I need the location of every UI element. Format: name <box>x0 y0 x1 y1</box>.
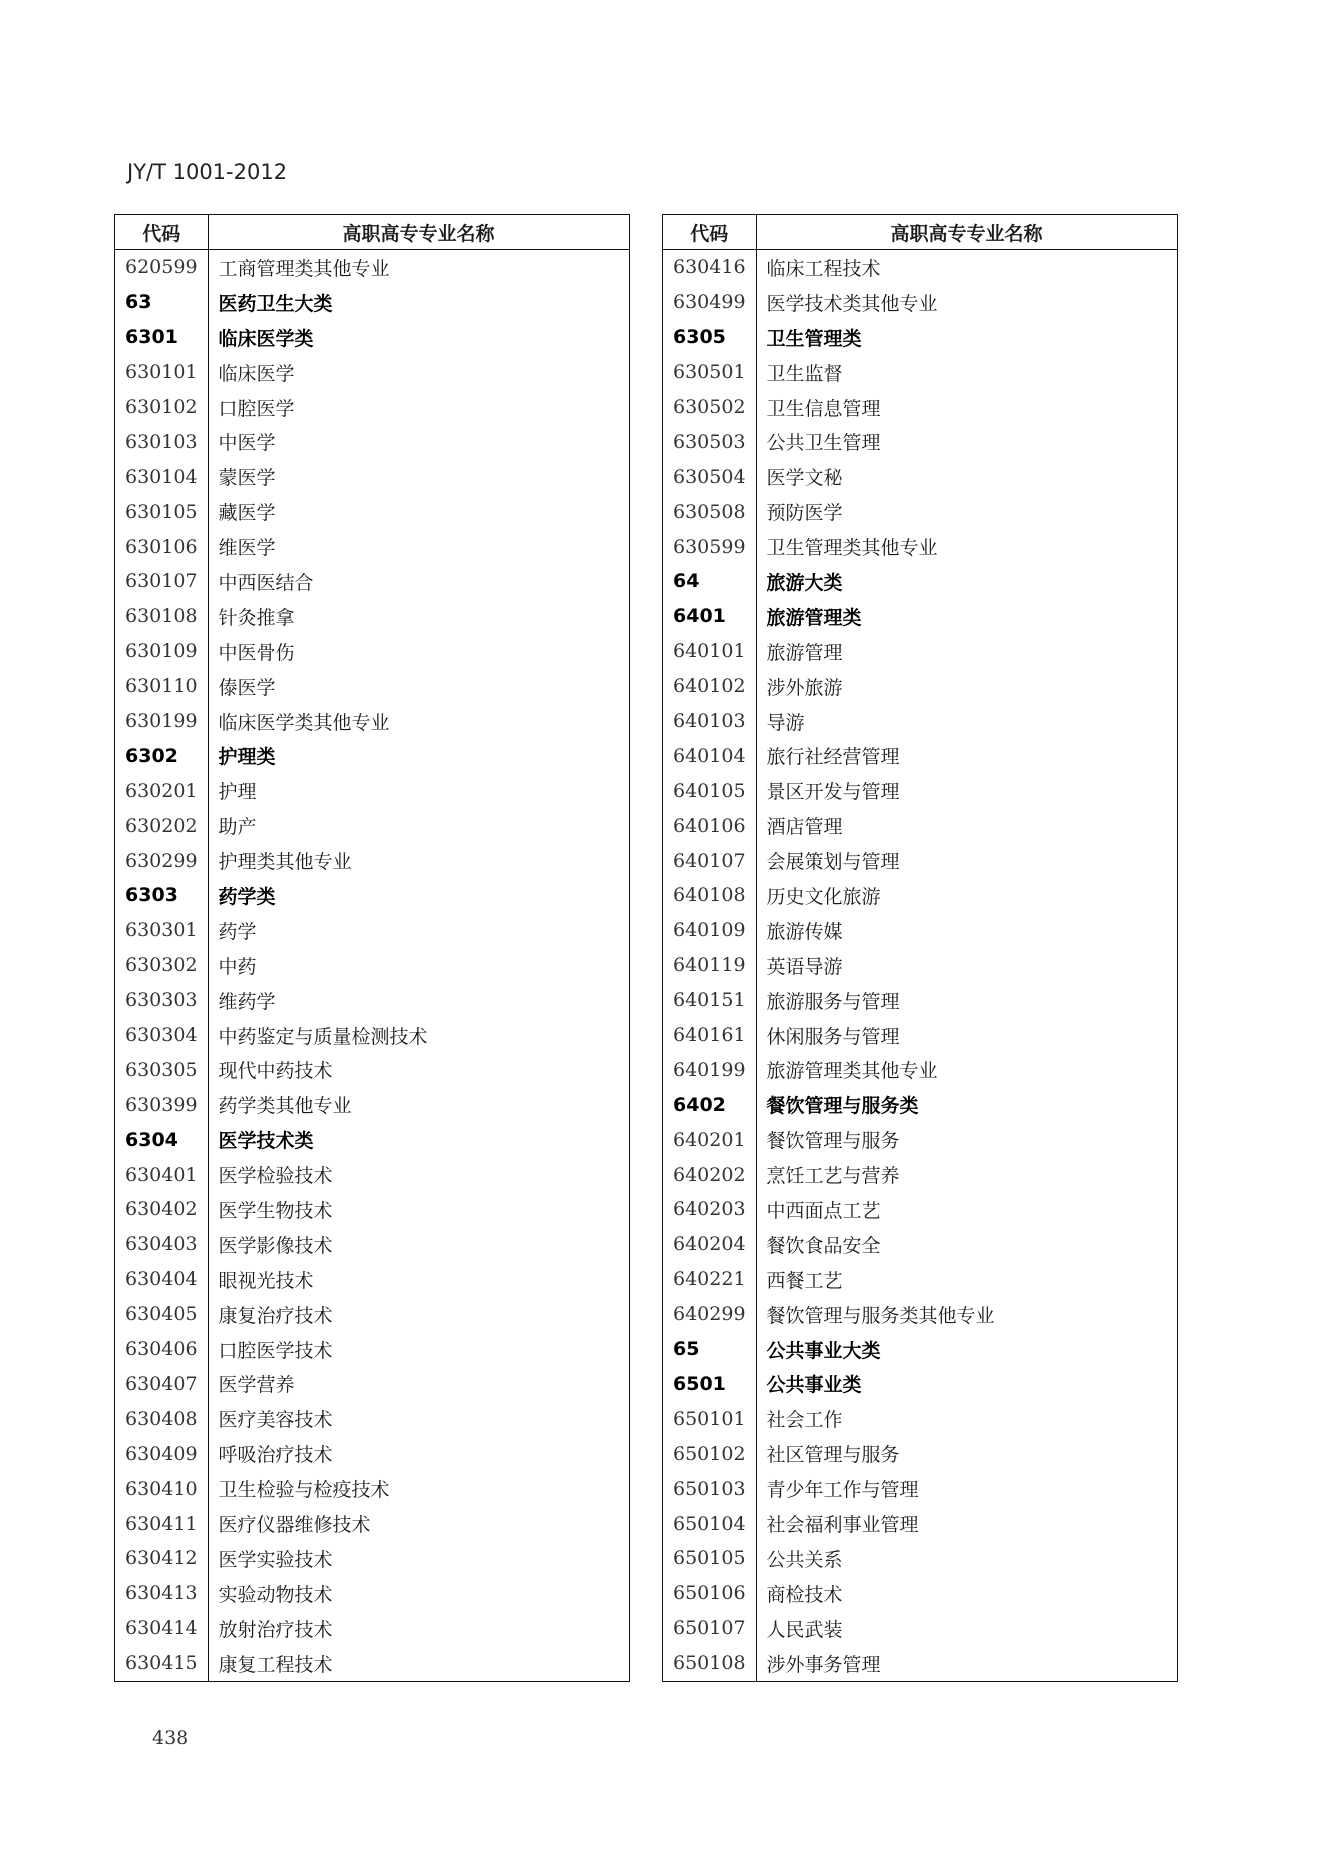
major-code: 640101 <box>663 634 757 669</box>
major-code: 650104 <box>663 1506 757 1541</box>
table-row <box>663 1297 1178 1332</box>
major-name: 针灸推拿 <box>218 606 295 629</box>
major-name: 餐饮管理与服务 <box>766 1130 900 1153</box>
major-code: 650107 <box>663 1611 757 1646</box>
major-name: 社会工作 <box>766 1409 843 1432</box>
major-code: 640107 <box>663 843 757 878</box>
table-row <box>115 1436 630 1471</box>
major-code: 640299 <box>663 1297 757 1332</box>
table-row <box>663 738 1178 773</box>
major-name: 医学技术类其他专业 <box>766 292 938 315</box>
major-code: 630107 <box>115 564 209 599</box>
major-name: 傣医学 <box>218 676 276 699</box>
major-code: 630414 <box>115 1611 209 1646</box>
major-code: 6402 <box>663 1087 757 1122</box>
major-name: 实验动物技术 <box>218 1583 333 1606</box>
table-row <box>663 983 1178 1018</box>
table-row <box>663 424 1178 459</box>
major-name: 临床医学类 <box>218 327 314 350</box>
category-row <box>663 1367 1178 1402</box>
major-code: 6501 <box>663 1367 757 1402</box>
major-name: 中西医结合 <box>218 571 314 594</box>
major-name: 医学文秘 <box>766 467 843 490</box>
table-row <box>663 1122 1178 1157</box>
major-name: 涉外旅游 <box>766 676 843 699</box>
major-name: 医疗仪器维修技术 <box>218 1514 371 1536</box>
table-row <box>115 250 630 285</box>
major-code: 630401 <box>115 1157 209 1192</box>
table-header-row <box>115 215 630 250</box>
major-name: 社会福利事业管理 <box>766 1514 919 1536</box>
major-name: 口腔医学技术 <box>218 1339 333 1362</box>
major-code: 630411 <box>115 1506 209 1541</box>
category-row <box>115 320 630 355</box>
major-name: 临床医学 <box>218 362 295 385</box>
major-code: 630104 <box>115 459 209 494</box>
major-name: 中医学 <box>218 432 276 455</box>
major-name: 烹饪工艺与营养 <box>766 1165 900 1188</box>
major-name: 青少年工作与管理 <box>766 1479 919 1502</box>
major-code: 6303 <box>115 878 209 913</box>
major-name: 导游 <box>766 711 805 734</box>
table-row <box>663 1471 1178 1506</box>
major-code: 630410 <box>115 1471 209 1506</box>
table-row <box>115 564 630 599</box>
table-row <box>663 1157 1178 1192</box>
major-name: 药学 <box>218 920 257 943</box>
major-code: 6302 <box>115 738 209 773</box>
major-code: 630406 <box>115 1332 209 1367</box>
major-code: 630502 <box>663 390 757 425</box>
major-name: 护理类 <box>218 746 276 769</box>
major-name: 商检技术 <box>766 1583 843 1606</box>
table-row <box>115 1646 630 1681</box>
major-name: 卫生监督 <box>766 362 843 385</box>
major-code: 630599 <box>663 529 757 564</box>
table-row <box>663 1262 1178 1297</box>
major-code: 650106 <box>663 1576 757 1611</box>
major-code: 630416 <box>663 250 757 285</box>
major-name: 旅游传媒 <box>766 920 843 943</box>
table-row <box>115 1506 630 1541</box>
table-row <box>663 1611 1178 1646</box>
major-name: 卫生信息管理 <box>766 397 881 420</box>
table-row <box>663 494 1178 529</box>
table-row <box>663 773 1178 808</box>
table-row <box>663 1052 1178 1087</box>
major-name: 卫生管理类其他专业 <box>766 537 938 560</box>
table-row <box>663 1227 1178 1262</box>
table-row <box>663 250 1178 285</box>
major-code: 630301 <box>115 913 209 948</box>
major-name: 中西面点工艺 <box>766 1199 881 1222</box>
major-code: 630101 <box>115 355 209 390</box>
major-name: 维医学 <box>218 537 276 560</box>
major-name: 旅游大类 <box>766 571 843 594</box>
major-code: 640102 <box>663 669 757 704</box>
table-row <box>663 1506 1178 1541</box>
table-row <box>663 948 1178 983</box>
major-name: 旅游服务与管理 <box>766 990 900 1013</box>
table-row <box>115 1192 630 1227</box>
major-name: 中医骨伤 <box>218 641 295 664</box>
table-row <box>115 1087 630 1122</box>
table-row <box>663 1576 1178 1611</box>
table-row <box>663 1192 1178 1227</box>
major-name: 工商管理类其他专业 <box>218 257 390 280</box>
table-row <box>663 285 1178 320</box>
major-code: 630412 <box>115 1541 209 1576</box>
table-body-left <box>115 250 630 1682</box>
table-row <box>663 808 1178 843</box>
table-row <box>663 878 1178 913</box>
table-row <box>115 634 630 669</box>
major-code: 630108 <box>115 599 209 634</box>
column-header-name: 高职高专专业名称 <box>208 215 629 250</box>
major-code: 630201 <box>115 773 209 808</box>
major-name: 涉外事务管理 <box>766 1653 881 1676</box>
table-row <box>115 1401 630 1436</box>
major-code: 640201 <box>663 1122 757 1157</box>
table-row <box>663 1401 1178 1436</box>
major-name: 公共关系 <box>766 1548 843 1571</box>
major-name: 社区管理与服务 <box>766 1444 900 1467</box>
major-code: 630199 <box>115 704 209 739</box>
major-name: 药学类 <box>218 885 276 908</box>
major-code: 630109 <box>115 634 209 669</box>
table-row <box>115 1297 630 1332</box>
major-name: 维药学 <box>218 990 276 1013</box>
major-code: 630504 <box>663 459 757 494</box>
major-code: 630405 <box>115 1297 209 1332</box>
major-code: 650108 <box>663 1646 757 1681</box>
document-code: JY/T 1001-2012 <box>127 160 288 184</box>
major-name: 餐饮管理与服务类 <box>766 1095 919 1118</box>
major-name: 中药鉴定与质量检测技术 <box>218 1025 428 1048</box>
table-row <box>663 459 1178 494</box>
table-row <box>663 913 1178 948</box>
table-row <box>115 1576 630 1611</box>
major-name: 康复治疗技术 <box>218 1304 333 1327</box>
major-name: 医学营养 <box>218 1374 295 1397</box>
table-row <box>115 948 630 983</box>
column-header-code: 代码 <box>115 215 209 250</box>
major-name: 旅游管理 <box>766 641 843 664</box>
major-code: 630305 <box>115 1052 209 1087</box>
major-name: 护理类其他专业 <box>218 851 352 874</box>
major-name: 历史文化旅游 <box>766 885 881 908</box>
table-row <box>115 529 630 564</box>
major-name: 公共事业大类 <box>766 1339 881 1362</box>
major-code: 640108 <box>663 878 757 913</box>
major-name: 医学影像技术 <box>218 1234 333 1257</box>
major-code: 65 <box>663 1332 757 1367</box>
category-row <box>115 738 630 773</box>
table-row <box>115 1018 630 1053</box>
table-row <box>115 843 630 878</box>
major-name: 医学技术类 <box>218 1130 314 1153</box>
major-name: 人民武装 <box>766 1618 843 1641</box>
major-name: 临床工程技术 <box>766 257 881 280</box>
table-row <box>663 529 1178 564</box>
table-row <box>115 669 630 704</box>
major-code: 630407 <box>115 1367 209 1402</box>
table-row <box>115 983 630 1018</box>
page-number: 438 <box>152 1727 189 1749</box>
table-row <box>115 704 630 739</box>
major-code: 630503 <box>663 424 757 459</box>
table-row <box>663 390 1178 425</box>
major-code: 630415 <box>115 1646 209 1681</box>
major-name: 医学实验技术 <box>218 1548 333 1571</box>
major-name: 医学生物技术 <box>218 1199 333 1222</box>
table-row <box>663 634 1178 669</box>
major-code: 64 <box>663 564 757 599</box>
category-row <box>663 564 1178 599</box>
major-code: 6304 <box>115 1122 209 1157</box>
table-row <box>663 669 1178 704</box>
major-code: 630106 <box>115 529 209 564</box>
table-row <box>115 1227 630 1262</box>
major-name: 预防医学 <box>766 502 843 525</box>
major-code: 650101 <box>663 1401 757 1436</box>
major-name: 护理 <box>218 781 257 804</box>
major-code: 640151 <box>663 983 757 1018</box>
major-code: 630304 <box>115 1018 209 1053</box>
major-code: 6301 <box>115 320 209 355</box>
major-name: 英语导游 <box>766 955 843 978</box>
table-body-right <box>663 250 1178 1682</box>
table-row <box>115 773 630 808</box>
major-name: 放射治疗技术 <box>218 1618 333 1641</box>
column-header-code: 代码 <box>663 215 757 250</box>
table-row <box>663 1436 1178 1471</box>
major-name: 现代中药技术 <box>218 1060 333 1083</box>
table-row <box>115 913 630 948</box>
table-row <box>663 355 1178 390</box>
table-header-row <box>663 215 1178 250</box>
category-row <box>663 320 1178 355</box>
major-code: 640204 <box>663 1227 757 1262</box>
table-row <box>663 1646 1178 1681</box>
major-table-left <box>114 214 630 1682</box>
table-row <box>115 1052 630 1087</box>
table-row <box>663 704 1178 739</box>
table-row <box>663 843 1178 878</box>
table-row <box>115 355 630 390</box>
major-code: 640103 <box>663 704 757 739</box>
table-row <box>115 1611 630 1646</box>
category-row <box>115 285 630 320</box>
major-name: 休闲服务与管理 <box>766 1025 900 1048</box>
major-code: 63 <box>115 285 209 320</box>
major-name: 旅游管理类 <box>766 606 862 629</box>
major-code: 630508 <box>663 494 757 529</box>
major-name: 餐饮食品安全 <box>766 1234 881 1257</box>
table-row <box>115 1157 630 1192</box>
major-name: 药学类其他专业 <box>218 1095 352 1118</box>
category-row <box>663 599 1178 634</box>
table-row <box>115 1367 630 1402</box>
table-row <box>115 424 630 459</box>
major-name: 助产 <box>218 816 257 839</box>
major-code: 640199 <box>663 1052 757 1087</box>
major-code: 640104 <box>663 738 757 773</box>
major-code: 630303 <box>115 983 209 1018</box>
major-name: 中药 <box>218 955 257 978</box>
major-code: 640221 <box>663 1262 757 1297</box>
category-row <box>115 878 630 913</box>
major-code: 630302 <box>115 948 209 983</box>
major-code: 630501 <box>663 355 757 390</box>
major-name: 医药卫生大类 <box>218 292 333 315</box>
major-name: 景区开发与管理 <box>766 781 900 804</box>
major-code: 630499 <box>663 285 757 320</box>
major-name: 眼视光技术 <box>218 1269 314 1292</box>
major-name: 餐饮管理与服务类其他专业 <box>766 1304 995 1327</box>
major-name: 公共卫生管理 <box>766 432 881 455</box>
table-row <box>115 1262 630 1297</box>
major-name: 蒙医学 <box>218 467 276 490</box>
major-name: 卫生检验与检疫技术 <box>218 1479 390 1502</box>
major-name: 公共事业类 <box>766 1374 862 1397</box>
table-row <box>663 1018 1178 1053</box>
table-row <box>115 1332 630 1367</box>
major-name: 酒店管理 <box>766 816 843 839</box>
major-code: 640203 <box>663 1192 757 1227</box>
major-code: 620599 <box>115 250 209 285</box>
major-code: 640161 <box>663 1018 757 1053</box>
major-code: 630102 <box>115 390 209 425</box>
major-code: 630409 <box>115 1436 209 1471</box>
major-name: 口腔医学 <box>218 397 295 420</box>
major-name: 卫生管理类 <box>766 327 862 350</box>
major-code: 640119 <box>663 948 757 983</box>
major-code: 630413 <box>115 1576 209 1611</box>
major-name: 临床医学类其他专业 <box>218 711 390 734</box>
table-row <box>115 494 630 529</box>
table-row <box>115 459 630 494</box>
major-code: 640106 <box>663 808 757 843</box>
table-row <box>115 808 630 843</box>
category-row <box>663 1087 1178 1122</box>
major-code: 630110 <box>115 669 209 704</box>
major-code: 630403 <box>115 1227 209 1262</box>
major-code: 630299 <box>115 843 209 878</box>
major-name: 藏医学 <box>218 502 276 525</box>
major-name: 康复工程技术 <box>218 1653 333 1676</box>
major-name: 呼吸治疗技术 <box>218 1444 333 1467</box>
major-code: 650102 <box>663 1436 757 1471</box>
major-code: 640109 <box>663 913 757 948</box>
major-code: 640105 <box>663 773 757 808</box>
major-name: 旅行社经营管理 <box>766 746 900 769</box>
major-code: 630404 <box>115 1262 209 1297</box>
major-table-right <box>662 214 1178 1682</box>
table-row <box>115 1471 630 1506</box>
major-code: 6401 <box>663 599 757 634</box>
major-code: 6305 <box>663 320 757 355</box>
major-code: 630103 <box>115 424 209 459</box>
column-header-name: 高职高专专业名称 <box>756 215 1177 250</box>
table-row <box>115 1541 630 1576</box>
major-name: 西餐工艺 <box>766 1269 843 1292</box>
major-code: 650105 <box>663 1541 757 1576</box>
major-code: 630402 <box>115 1192 209 1227</box>
major-name: 旅游管理类其他专业 <box>766 1060 938 1083</box>
major-code: 630105 <box>115 494 209 529</box>
major-name: 医疗美容技术 <box>218 1409 333 1432</box>
major-code: 640202 <box>663 1157 757 1192</box>
table-row <box>115 599 630 634</box>
major-name: 医学检验技术 <box>218 1165 333 1188</box>
major-code: 650103 <box>663 1471 757 1506</box>
major-code: 630202 <box>115 808 209 843</box>
major-code: 630408 <box>115 1401 209 1436</box>
table-row <box>663 1541 1178 1576</box>
category-row <box>115 1122 630 1157</box>
category-row <box>663 1332 1178 1367</box>
major-code: 630399 <box>115 1087 209 1122</box>
table-row <box>115 390 630 425</box>
major-name: 会展策划与管理 <box>766 851 900 874</box>
